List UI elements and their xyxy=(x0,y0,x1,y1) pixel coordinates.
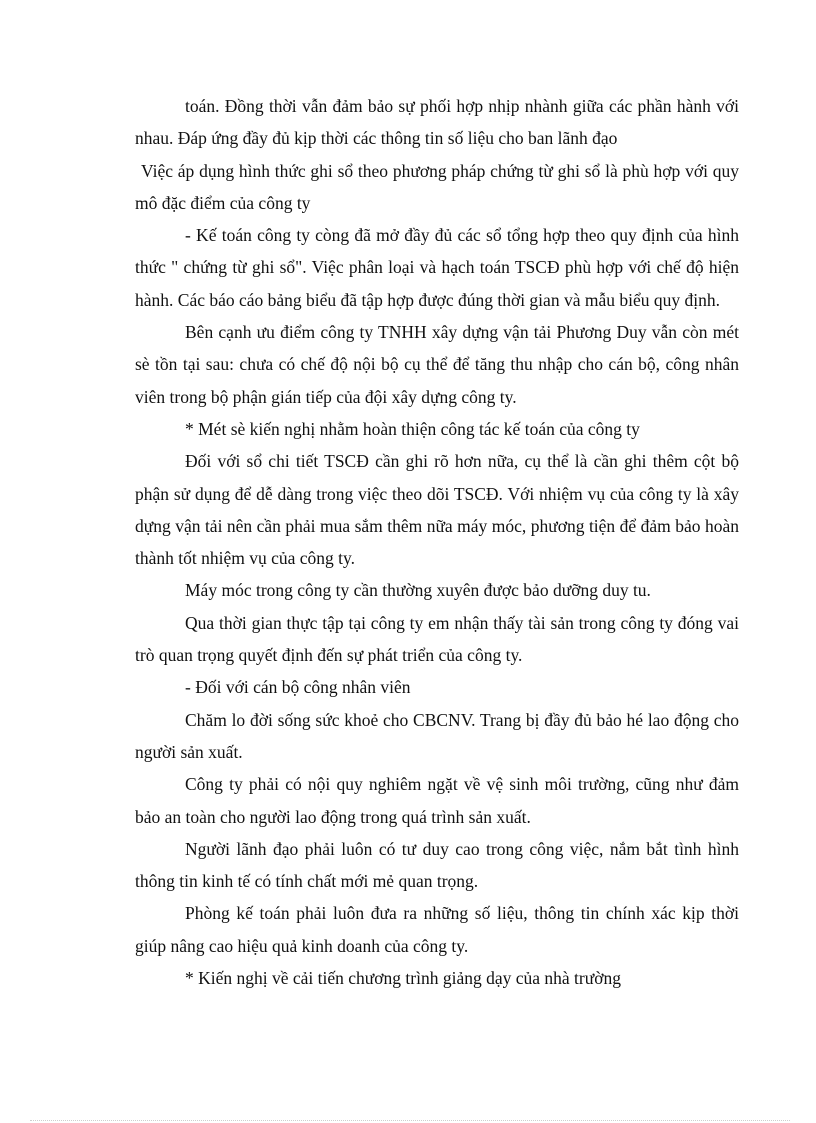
paragraph-9: - Đối với cán bộ công nhân viên xyxy=(185,677,411,698)
paragraph-8: Qua thời gian thực tập tại công ty em nhận thấy tài sản trong công ty đóng vai trò quan trọng quyết định đến sự phát triển của công ty. xyxy=(135,612,739,666)
paragraph-6: Đối với sổ chi tiết TSCĐ cần ghi rõ hơn nữa, cụ thể là cần ghi thêm cột bộ phận sử dụng để dễ dàng trong việc theo dõi TSCĐ. Với nhiệm vụ của công ty là xây dựng vận tải nên cần phải mua sắm thêm nữa máy móc, phương tiện để đảm bảo hoàn thành tốt nhiệm vụ của công ty. xyxy=(135,451,739,569)
paragraph-7: Máy móc trong công ty cần thường xuyên được bảo dưỡng duy tu. xyxy=(185,580,651,601)
paragraph-4: Bên cạnh ưu điểm công ty TNHH xây dựng vận tải Phương Duy vẫn còn mét sè tồn tại sau: chưa có chế độ nội bộ cụ thể để tăng thu nhập cho cán bộ, công nhân viên trong bộ phận gián tiếp của đội xây dựng công ty. xyxy=(135,322,739,407)
document-body xyxy=(135,90,739,994)
page-bottom-divider xyxy=(30,1120,790,1121)
paragraph-2: Việc áp dụng hình thức ghi sổ theo phương pháp chứng từ ghi sổ là phù hợp với quy mô đặc điểm của công ty xyxy=(135,160,739,213)
paragraph-14: * Kiến nghị về cải tiến chương trình giảng dạy của nhà trường xyxy=(185,968,621,989)
paragraph-1: toán. Đồng thời vẫn đảm bảo sự phối hợp nhịp nhành giữa các phần hành với nhau. Đáp ứng đầy đủ kịp thời các thông tin số liệu cho ban lãnh đạo xyxy=(135,96,739,149)
paragraph-11: Công ty phải có nội quy nghiêm ngặt về vệ sinh môi trường, cũng như đảm bảo an toàn cho người lao động trong quá trình sản xuất. xyxy=(135,774,739,827)
paragraph-5: * Mét sè kiến nghị nhằm hoàn thiện công tác kế toán của công ty xyxy=(185,418,640,439)
paragraph-3: - Kế toán công ty còng đã mở đầy đủ các sổ tổng hợp theo quy định của hình thức " chứng từ ghi sổ". Việc phân loại và hạch toán TSCĐ phù hợp với chế độ hiện hành. Các báo cáo bảng biểu đã tập hợp được đúng thời gian và mẫu biểu quy định. xyxy=(135,225,739,310)
paragraph-13: Phòng kế toán phải luôn đưa ra những số liệu, thông tin chính xác kịp thời giúp nâng cao hiệu quả kinh doanh của công ty. xyxy=(135,903,739,956)
paragraph-10: Chăm lo đời sống sức khoẻ cho CBCNV. Trang bị đầy đủ bảo hé lao động cho người sản xuất. xyxy=(135,709,739,762)
paragraph-12: Người lãnh đạo phải luôn có tư duy cao trong công việc, nắm bắt tình hình thông tin kinh tế có tính chất mới mẻ quan trọng. xyxy=(135,838,739,892)
